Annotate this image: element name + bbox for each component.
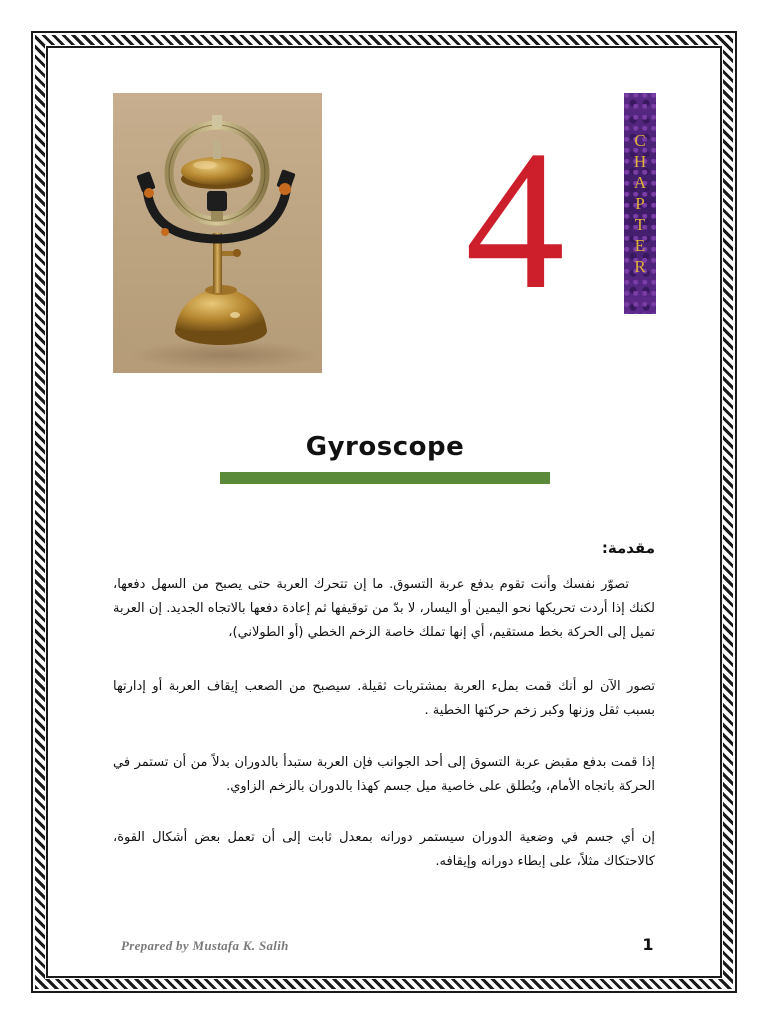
chapter-letter: P — [635, 194, 645, 213]
body-paragraph: إذا قمت بدفع مقبض عربة التسوق إلى أحد الجوانب فإن العربة ستبدأ بالدوران بدلاً من أن تستمر في الحركة باتجاه الأمام، ويُطلق على خاصية ميل جسم كهذا بالدوران بالزخم الزاوي. — [113, 755, 655, 794]
chapter-letter: H — [633, 152, 647, 171]
chapter-letter: C — [634, 131, 646, 150]
section-heading: مقدمة: — [601, 539, 655, 557]
chapter-number: 4 — [465, 110, 565, 331]
gyroscope-icon — [113, 93, 322, 373]
title-underline-bar — [220, 472, 550, 484]
gyroscope-photo — [113, 93, 322, 373]
page-title: Gyroscope — [305, 432, 465, 462]
chapter-letter: E — [634, 236, 646, 255]
page-number: 1 — [642, 935, 654, 954]
chapter-label-strip — [624, 93, 656, 314]
body-paragraph: إن أي جسم في وضعية الدوران سيستمر دورانه بمعدل ثابت إلى أن تعمل بعض أشكال القوة، كالاحتكاك مثلاً، على إبطاء دورانه وإيقافه. — [113, 830, 655, 869]
footer-author: Prepared by Mustafa K. Salih — [121, 938, 289, 953]
chapter-letter: R — [634, 257, 646, 276]
body-paragraph: تصوّر نفسك وأنت تقوم بدفع عربة التسوق. ما إن تتحرك العربة حتى يصبح من السهل دفعها، لكنك إذا أردت تحريكها نحو اليمين أو اليسار، لا بدّ من توقيفها ثم إعادة دفعها بالاتجاه الجديد. إن العربة تميل إلى الحركة بخط مستقيم، أي إنها تملك خاصة الزخم الخطي (أو الطولاني)، — [113, 577, 655, 640]
chapter-letter: A — [633, 173, 647, 192]
chapter-letter: T — [634, 215, 646, 234]
body-paragraph: تصور الآن لو أنك قمت بملء العربة بمشتريات ثقيلة. سيصبح من الصعب إيقاف العربة أو إدارتها بسبب ثقل وزنها وكبر زخم حركتها الخطية . — [113, 679, 655, 718]
